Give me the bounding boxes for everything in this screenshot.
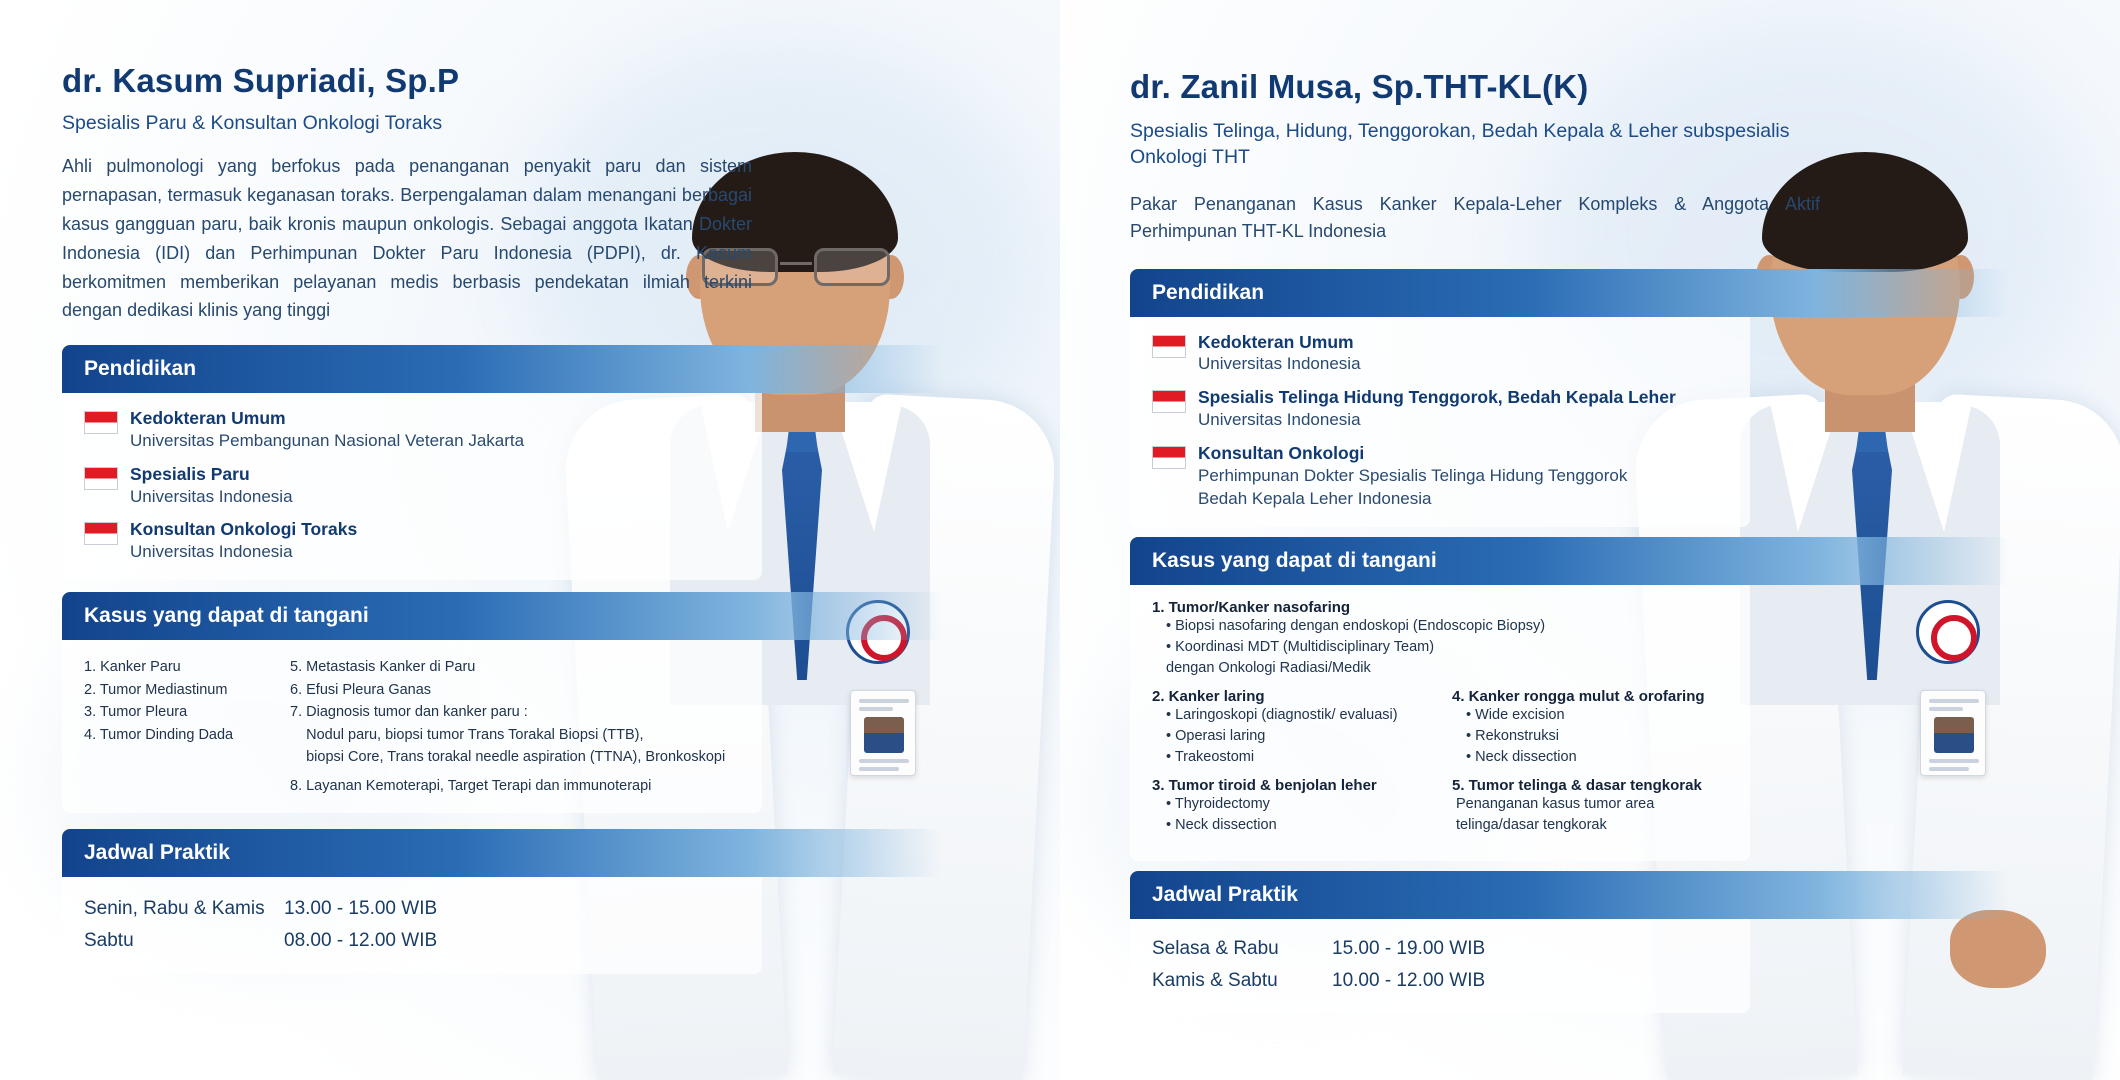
schedule-row — [84, 893, 740, 925]
case-sub: telinga/dasar tengkorak — [1456, 816, 1607, 833]
case-sub: • Thyroidectomy — [1166, 795, 1270, 812]
schedule-time: 13.00 - 15.00 WIB — [284, 897, 438, 919]
education-title: Spesialis Telinga Hidung Tenggorok, Bedah Kepala Leher — [1198, 387, 1676, 408]
case-group — [1152, 688, 1428, 768]
education-title: Konsultan Onkologi — [1198, 443, 1365, 463]
cases-column-left — [1152, 688, 1428, 845]
education-item — [84, 518, 740, 564]
right-panel-content — [1060, 0, 2120, 1080]
cases-column-right — [1452, 688, 1728, 845]
case-sub: • Koordinasi MDT (Multidisciplinary Team) — [1166, 638, 1435, 655]
case-sub: • Laringoskopi (diagnostik/ evaluasi) — [1166, 706, 1398, 723]
schedule-row — [1152, 933, 1728, 965]
case-sub: Penanganan kasus tumor area — [1456, 795, 1655, 812]
education-title: Kedokteran Umum — [1198, 331, 1354, 352]
indonesia-flag-icon — [84, 467, 118, 490]
indonesia-flag-icon — [84, 522, 118, 545]
education-item — [1152, 442, 1728, 511]
education-institution: Universitas Indonesia — [130, 486, 293, 506]
education-institution: Universitas Indonesia — [130, 542, 293, 562]
case-title: 1. Tumor/Kanker nasofaring — [1152, 598, 1351, 616]
doctor-name-right: dr. Zanil Musa, Sp.THT-KL(K) — [1130, 68, 1589, 105]
schedule-heading-right: Jadwal Praktik — [1130, 871, 2010, 919]
cases-heading-right: Kasus yang dapat di tangani — [1130, 537, 2010, 585]
education-title: Konsultan Onkologi Toraks — [130, 519, 358, 540]
case-sub: • Biopsi nasofaring dengan endoskopi (Endoscopic Biopsy) — [1166, 617, 1546, 634]
education-item — [1152, 386, 1728, 432]
schedule-row — [84, 925, 740, 957]
schedule-time: 15.00 - 19.00 WIB — [1332, 937, 1486, 959]
schedule-body-left — [62, 877, 762, 974]
education-title: Spesialis Paru — [130, 463, 250, 484]
case-line: 6. Efusi Pleura Ganas — [290, 681, 432, 698]
cases-columns — [84, 656, 740, 797]
education-institution: Universitas Indonesia — [1198, 354, 1361, 374]
case-sub: • Trakeostomi — [1166, 748, 1255, 765]
schedule-body-right — [1130, 919, 1750, 1014]
case-line: 5. Metastasis Kanker di Paru — [290, 659, 476, 676]
case-group — [1152, 777, 1428, 836]
education-heading-right: Pendidikan — [1130, 269, 2010, 317]
case-title: 3. Tumor tiroid & benjolan leher — [1152, 776, 1377, 794]
education-institution: Perhimpunan Dokter Spesialis Telinga Hidung Tenggorok Bedah Kepala Leher Indonesia — [1198, 465, 1628, 508]
schedule-day: Sabtu — [84, 930, 134, 952]
indonesia-flag-icon — [1152, 390, 1186, 413]
education-heading-left: Pendidikan — [62, 345, 942, 393]
education-item — [1152, 331, 1728, 377]
case-sub: • Wide excision — [1466, 706, 1565, 723]
indonesia-flag-icon — [84, 411, 118, 434]
schedule-day: Selasa & Rabu — [1152, 937, 1279, 959]
cases-body-left — [62, 640, 762, 813]
schedule-day: Kamis & Sabtu — [1152, 970, 1278, 992]
cases-column-1 — [84, 656, 264, 797]
education-item — [84, 407, 740, 453]
case-title: 4. Kanker rongga mulut & orofaring — [1452, 687, 1705, 705]
cases-column-2 — [290, 656, 740, 797]
case-sub: • Neck dissection — [1166, 816, 1277, 833]
schedule-heading-left: Jadwal Praktik — [62, 829, 942, 877]
case-title: 5. Tumor telinga & dasar tengkorak — [1452, 776, 1702, 794]
cases-grid — [1152, 688, 1728, 845]
schedule-day: Senin, Rabu & Kamis — [84, 897, 265, 919]
case-line: 1. Kanker Paru — [84, 659, 181, 676]
schedule-time: 10.00 - 12.00 WIB — [1332, 970, 1486, 992]
education-institution: Universitas Indonesia — [1198, 410, 1361, 430]
case-line: 3. Tumor Pleura — [84, 704, 188, 721]
case-group — [1152, 599, 1728, 679]
case-line: 4. Tumor Dinding Dada — [84, 726, 234, 743]
case-line: 7. Diagnosis tumor dan kanker paru : — [290, 704, 528, 721]
case-line: Nodul paru, biopsi tumor Trans Torakal Biopsi (TTB), — [290, 726, 644, 743]
doctor-bio-left: Ahli pulmonologi yang berfokus pada penanganan penyakit paru dan sistem pernapasan, termasuk keganasan toraks. Berpengalaman dalam menangani berbagai kasus gangguan paru, baik kronis maupun onkologis. Sebagai anggota Ikatan Dokter Indonesia (IDI) dan Perhimpunan Dokter Paru Indonesia (PDPI), dr. Kasum berkomitmen memberikan pelayanan medis berbasis pendekatan ilmiah terkini dengan dedikasi klinis yang tinggi — [62, 156, 752, 321]
case-line: 2. Tumor Mediastinum — [84, 681, 228, 698]
case-group — [1452, 777, 1728, 836]
education-institution: Universitas Pembangunan Nasional Veteran Jakarta — [130, 430, 525, 450]
education-body-left — [62, 393, 762, 580]
case-line: biopsi Core, Trans torakal needle aspiration (TTNA), Bronkoskopi — [290, 749, 726, 766]
doctor-specialty-right: Spesialis Telinga, Hidung, Tenggorokan, Bedah Kepala & Leher subspesialis Onkologi THT — [1130, 120, 1790, 169]
education-body-right — [1130, 317, 1750, 527]
case-sub: • Rekonstruksi — [1466, 727, 1559, 744]
case-sub: • Operasi laring — [1166, 727, 1266, 744]
indonesia-flag-icon — [1152, 335, 1186, 358]
doctor-name-left: dr. Kasum Supriadi, Sp.P — [62, 62, 460, 99]
case-sub: • Neck dissection — [1466, 748, 1577, 765]
case-group — [1452, 688, 1728, 768]
schedule-time: 08.00 - 12.00 WIB — [284, 930, 438, 952]
education-item — [84, 463, 740, 509]
doctor-panel-right — [1060, 0, 2120, 1080]
case-title: 2. Kanker laring — [1152, 687, 1265, 705]
cases-heading-left: Kasus yang dapat di tangani — [62, 592, 942, 640]
education-title: Kedokteran Umum — [130, 408, 286, 429]
case-line: 8. Layanan Kemoterapi, Target Terapi dan immunoterapi — [290, 777, 652, 794]
case-sub: dengan Onkologi Radiasi/Medik — [1166, 659, 1371, 676]
indonesia-flag-icon — [1152, 446, 1186, 469]
schedule-row — [1152, 965, 1728, 997]
doctor-note-right: Pakar Penanganan Kasus Kanker Kepala-Leher Kompleks & Anggota Aktif Perhimpunan THT-KL Indonesia — [1130, 193, 1820, 241]
doctor-specialty-left: Spesialis Paru & Konsultan Onkologi Toraks — [62, 112, 443, 134]
cases-body-right — [1130, 585, 1750, 861]
